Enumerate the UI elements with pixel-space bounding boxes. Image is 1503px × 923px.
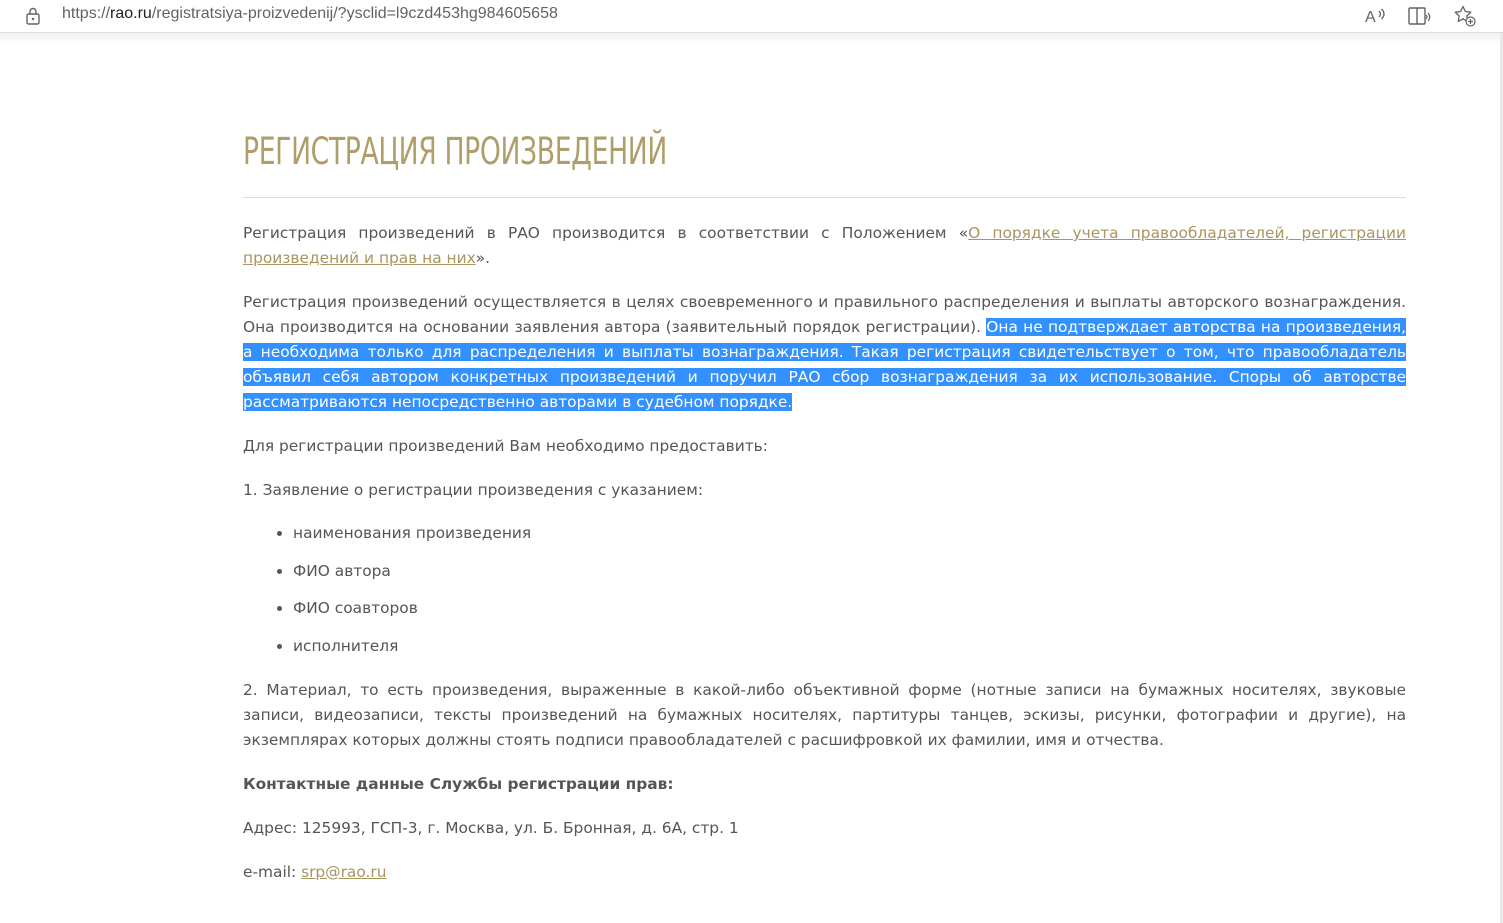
- page-title: РЕГИСТРАЦИЯ ПРОИЗВЕДЕНИЙ: [243, 130, 667, 173]
- url-field[interactable]: [62, 5, 558, 23]
- requirements-intro: Для регистрации произведений Вам необходимо предоставить:: [243, 437, 768, 455]
- article: [243, 100, 1406, 885]
- list-item: • ФИО автора: [293, 559, 1406, 584]
- immersive-reader-icon[interactable]: [1407, 4, 1431, 28]
- intro-text: Регистрация произведений в РАО производится в соответствии с Положением «: [243, 224, 969, 242]
- url-prefix: https://: [62, 5, 111, 22]
- purpose-text: Регистрация произведений осуществляется в целях своевременного и правильного распределения и выплаты авторского вознаграждения. Она производится на основании заявления автора (заявительный порядок регистрации).: [243, 293, 1406, 336]
- contact-heading: Контактные данные Службы регистрации прав:: [243, 774, 674, 793]
- email-link[interactable]: srp@rao.ru: [301, 862, 387, 881]
- url-path: /registratsiya-proizvedenij/?ysclid=l9czd453hg984605658: [151, 5, 558, 22]
- email-line: [243, 860, 1406, 885]
- address-text: Адрес: 125993, ГСП-3, г. Москва, ул. Б. Бронная, д. 6А, стр. 1: [243, 818, 739, 837]
- intro-paragraph: [243, 221, 1406, 271]
- purpose-paragraph: [243, 290, 1406, 415]
- url-host: rao.ru: [110, 5, 152, 22]
- title-divider: [243, 197, 1406, 198]
- svg-text:A: A: [1365, 9, 1376, 26]
- list-item: • наименования произведения: [293, 521, 1406, 546]
- address-bar: [0, 0, 1503, 33]
- email-label: e-mail:: [243, 862, 302, 881]
- read-aloud-icon[interactable]: [1363, 4, 1387, 28]
- application-fields-list: [243, 521, 1406, 659]
- list-item: • ФИО соавторов: [293, 596, 1406, 621]
- toolbar-shadow: [0, 33, 1503, 45]
- add-favorite-icon[interactable]: [1453, 4, 1477, 28]
- requirement-item-1: 1. Заявление о регистрации произведения с указанием:: [243, 481, 704, 499]
- list-item: • исполнителя: [293, 634, 1406, 659]
- intro-text-end: ».: [475, 249, 491, 267]
- selected-text[interactable]: Она не подтверждает авторства на произведения, а необходима только для распределения и выплаты вознаграждения. Такая регистрация свидетельствует о том, что правообладатель объявил себя автором конкретных произведений и поручил РАО сбор вознаграждения за их использование. Споры об авторстве рассматриваются непосредственно авторами в судебном порядке.: [243, 318, 1406, 411]
- lock-icon[interactable]: [25, 7, 41, 25]
- requirement-item-2: 2. Материал, то есть произведения, выраженные в какой-либо объективной форме (нотные записи на бумажных носителях, звуковые записи, видеозаписи, тексты произведений на бумажных носителях, партитуры танцев, эскизы, рисунки, фотографии и другие), на экземплярах которых должны стоять подписи правообладателей с расшифровкой их фамилии, имя и отчества.: [243, 680, 1406, 749]
- regulation-link[interactable]: О порядке учета правообладателей, регистрации произведений и прав на них: [243, 224, 1406, 267]
